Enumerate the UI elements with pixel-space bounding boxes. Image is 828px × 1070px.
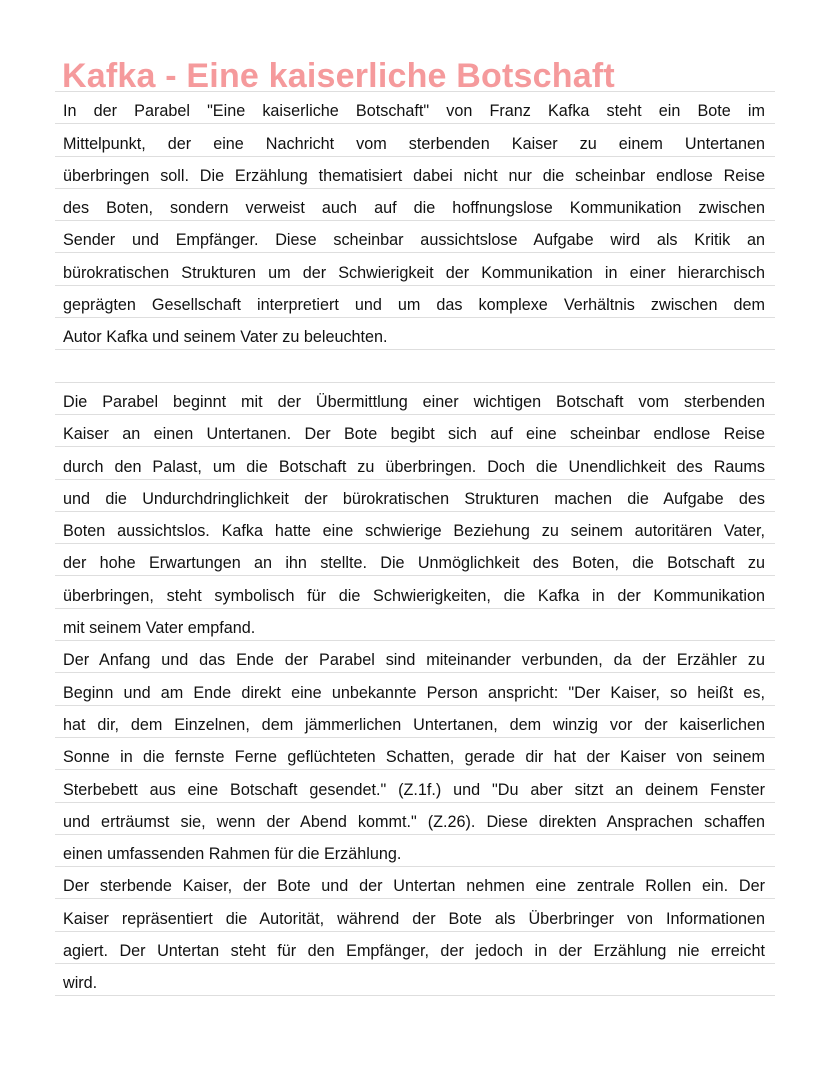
text-line [55, 835, 775, 867]
line-text: agiert. Der Untertan steht für den Empfänger, der jedoch in der Erzählung nie erreicht [63, 942, 765, 961]
text-line [55, 803, 775, 835]
text-line [55, 867, 775, 899]
text-line [55, 221, 775, 253]
line-text: Mittelpunkt, der eine Nachricht vom sterbenden Kaiser zu einem Untertanen [63, 134, 765, 153]
line-text: hat dir, dem Einzelnen, dem jämmerlichen Untertanen, dem winzig vor der kaiserlichen [63, 715, 765, 734]
lined-paper-body [55, 92, 775, 996]
text-line [55, 964, 775, 996]
text-line [55, 480, 775, 512]
text-line [55, 932, 775, 964]
line-text: überbringen, steht symbolisch für die Schwierigkeiten, die Kafka in der Kommunikation [63, 586, 765, 605]
line-text: und die Undurchdringlichkeit der bürokratischen Strukturen machen die Aufgabe des [63, 489, 765, 508]
text-line [55, 189, 775, 221]
text-line [55, 576, 775, 608]
line-text: Autor Kafka und seinem Vater zu beleuchten. [63, 328, 388, 347]
line-text: Kaiser an einen Untertanen. Der Bote begibt sich auf eine scheinbar endlose Reise [63, 425, 765, 444]
line-text: In der Parabel "Eine kaiserliche Botschaft" von Franz Kafka steht ein Bote im [63, 102, 765, 121]
line-text: Kaiser repräsentiert die Autorität, während der Bote als Überbringer von Informationen [63, 909, 765, 928]
line-text: geprägten Gesellschaft interpretiert und um das komplexe Verhältnis zwischen dem [63, 296, 765, 315]
text-line [55, 286, 775, 318]
line-text: des Boten, sondern verweist auch auf die hoffnungslose Kommunikation zwischen [63, 199, 765, 218]
text-line [55, 383, 775, 415]
text-line [55, 673, 775, 705]
line-text: Die Parabel beginnt mit der Übermittlung einer wichtigen Botschaft vom sterbenden [63, 392, 765, 411]
text-line [55, 544, 775, 576]
line-text: mit seinem Vater empfand. [63, 619, 256, 638]
line-text: und erträumst sie, wenn der Abend kommt." (Z.26). Diese direkten Ansprachen schaffen [63, 812, 765, 831]
text-line [55, 512, 775, 544]
text-line [55, 641, 775, 673]
line-text: der hohe Erwartungen an ihn stellte. Die Unmöglichkeit des Boten, die Botschaft zu [63, 554, 765, 573]
line-text: Boten aussichtslos. Kafka hatte eine schwierige Beziehung zu seinem autoritären Vater, [63, 522, 765, 541]
text-line [55, 447, 775, 479]
line-text: Sonne in die fernste Ferne geflüchteten Schatten, gerade dir hat der Kaiser von seinem [63, 748, 765, 767]
text-line [55, 738, 775, 770]
text-line [55, 706, 775, 738]
line-text: bürokratischen Strukturen um der Schwierigkeit der Kommunikation in einer hierarchisch [63, 263, 765, 282]
text-line [55, 899, 775, 931]
text-line [55, 609, 775, 641]
text-line [55, 415, 775, 447]
line-text: Der sterbende Kaiser, der Bote und der Untertan nehmen eine zentrale Rollen ein. Der [63, 877, 765, 896]
line-text: Sender und Empfänger. Diese scheinbar aussichtslose Aufgabe wird als Kritik an [63, 231, 765, 250]
text-line [55, 770, 775, 802]
text-line [55, 124, 775, 156]
line-text: wird. [63, 974, 98, 993]
text-line [55, 92, 775, 124]
line-text: durch den Palast, um die Botschaft zu überbringen. Doch die Unendlichkeit des Raums [63, 457, 765, 476]
line-text: Der Anfang und das Ende der Parabel sind miteinander verbunden, da der Erzähler zu [63, 651, 765, 670]
line-text: Beginn und am Ende direkt eine unbekannte Person anspricht: "Der Kaiser, so heißt es, [63, 683, 765, 702]
text-line [55, 157, 775, 189]
line-text: einen umfassenden Rahmen für die Erzählung. [63, 845, 402, 864]
text-line [55, 350, 775, 382]
text-line [55, 318, 775, 350]
line-text: Sterbebett aus eine Botschaft gesendet." (Z.1f.) und "Du aber sitzt an deinem Fenster [63, 780, 765, 799]
text-line [55, 253, 775, 285]
document-title: Kafka - Eine kaiserliche Botschaft [62, 57, 615, 95]
line-text: überbringen soll. Die Erzählung thematisiert dabei nicht nur die scheinbar endlose Reise [63, 166, 765, 185]
